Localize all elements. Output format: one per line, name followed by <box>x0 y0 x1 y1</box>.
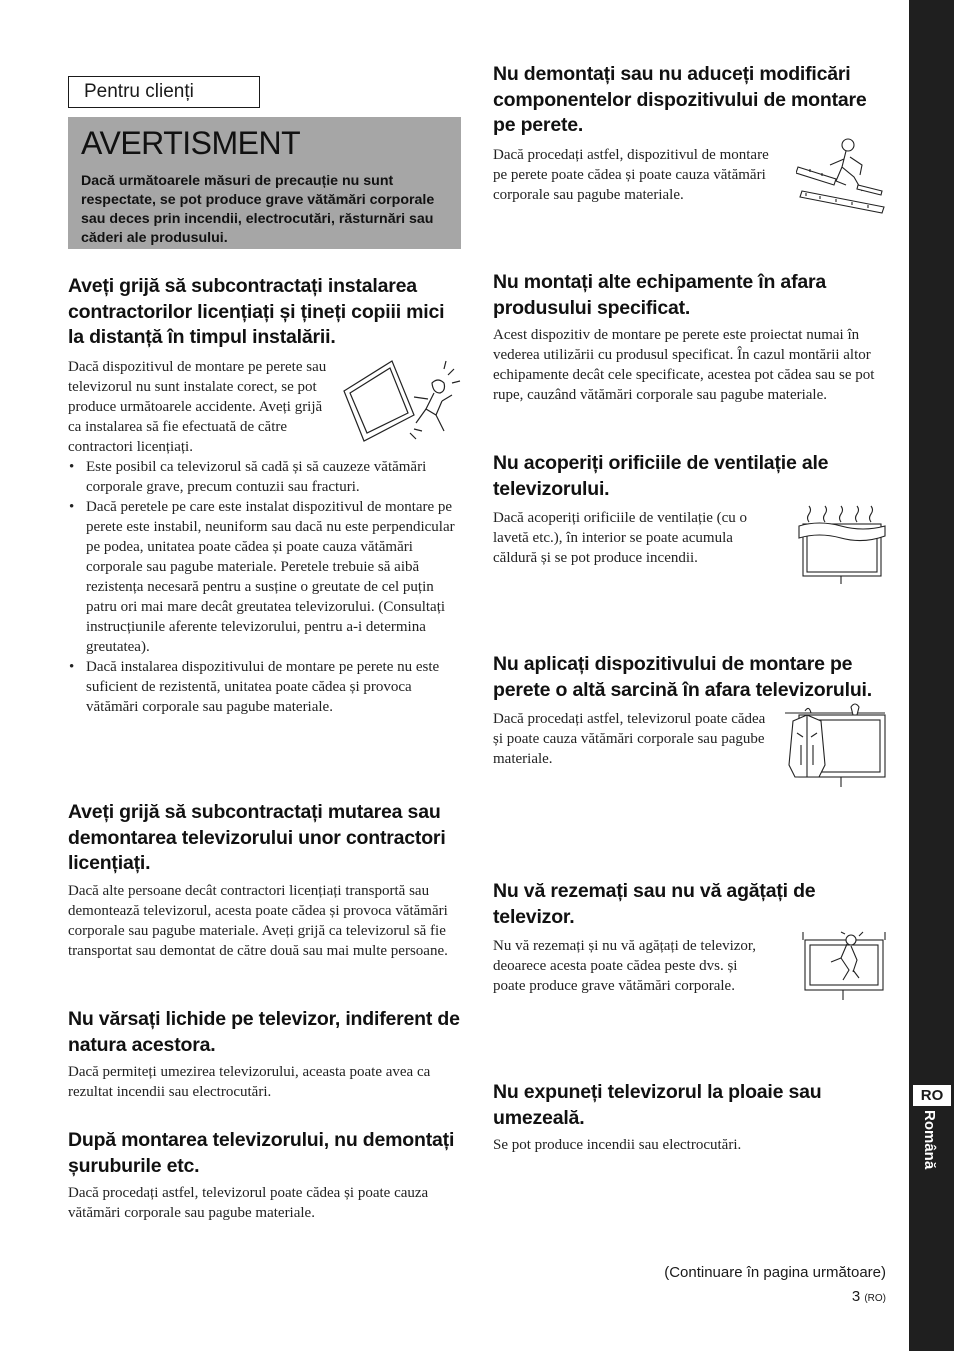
section-licensed-installation <box>68 274 461 717</box>
section-title: Nu expuneți televizorul la ploaie sau umezeală. <box>493 1081 822 1129</box>
section-title: Aveți grijă să subcontractați instalarea contractorilor licențiați și țineți copiii mici la distanță în timpul instalării. <box>68 275 445 348</box>
page-number <box>852 1287 886 1309</box>
covered-vents-illustration <box>797 500 887 584</box>
section-text: Nu vă rezemați și nu vă agățați de televizor, deoarece acesta poate cădea peste dvs. și poate produce grave vătămări corporale. <box>493 938 757 994</box>
section-title: Aveți grijă să subcontractați mutarea sau demontarea televizorului unor contractori licențiați. <box>68 801 446 874</box>
section-no-screws-removal <box>68 1128 461 1223</box>
section-text: Dacă procedați astfel, dispozitivul de montare pe perete poate cădea și poate cauza vătămări corporale sau pagube materiale. <box>493 146 769 203</box>
section-no-extra-load <box>493 652 886 769</box>
section-text: Dacă acoperiți orificiile de ventilație (cu o lavetă etc.), în interior se poate acumula căldură și se pot produce incendii. <box>493 510 748 566</box>
section-title: După montarea televizorului, nu demontați șuruburile etc. <box>68 1129 455 1177</box>
section-only-specified-product <box>493 270 886 405</box>
continued-note: (Continuare în pagina următoare) <box>664 1264 886 1281</box>
left-column <box>68 76 461 249</box>
section-text: Se pot produce incendii sau electrocutări. <box>493 1137 742 1153</box>
section-title: Nu montați alte echipamente în afara produsului specificat. <box>493 271 827 319</box>
client-label: Pentru clienți <box>68 76 260 108</box>
list-item: • Dacă instalarea dispozitivului de montare pe perete nu este suficient de rezistentă, unitatea poate cădea și provoca vătămări corporale sau pagube materiale. <box>68 657 461 717</box>
section-text: Acest dispozitiv de montare pe perete este proiectat numai în vederea utilizării cu produsul specificat. În cazul montării altor echipamente decât cele specificate, acestea pot cădea sau se pot rupe, cauzând vătămări corporale sau pagube materiale. <box>493 327 875 403</box>
section-title: Nu demontați sau nu aduceți modificări componentelor dispozitivului de montare pe perete. <box>493 63 867 136</box>
extra-load-illustration <box>783 699 887 791</box>
list-item: • Dacă peretele pe care este instalat dispozitivul de montare pe perete este instabil, neuniform sau dacă nu este perpendicular pe podea, unitatea poate cădea și poate cauza vătămări corporale sau pagube materiale. Peretele trebuie să aibă rezistența necesară pentru a susține o greutate de cel puțin patru ori mai mare decât greutatea televizorului. (Consultați instrucțiunile aferente televizorului, pentru a-i determina greutatea). <box>68 497 461 657</box>
hanging-on-tv-illustration <box>801 930 887 1002</box>
language-name: Română <box>921 1110 938 1170</box>
section-no-liquids <box>68 1007 461 1102</box>
tv-falling-illustration <box>340 353 464 443</box>
section-title: Nu aplicați dispozitivului de montare pe perete o altă sarcină în afara televizorului. <box>493 653 872 701</box>
page-number-suffix: (RO) <box>864 1293 886 1304</box>
section-text: Dacă alte persoane decât contractori licențiați transportă sau demontează televizorul, acesta poate cădea și provoca vătămări corporale sau pagube materiale. Aveți grijă ca televizorul să fie transportat sau demontat de către două sau mai multe persoane. <box>68 882 448 959</box>
section-no-leaning <box>493 879 886 996</box>
section-text: Dacă procedați astfel, televizorul poate cădea și poate cauza vătămări corporale sau pagube materiale. <box>493 711 766 767</box>
section-ventilation <box>493 451 886 568</box>
section-title: Nu acoperiți orificiile de ventilație ale televizorului. <box>493 452 829 500</box>
section-no-disassembly <box>493 62 886 205</box>
section-text: Dacă procedați astfel, televizorul poate cădea și poate cauza vătămări corporale sau pagube materiale. <box>68 1185 429 1221</box>
section-text: Dacă permiteți umezirea televizorului, aceasta poate avea ca rezultat incendii sau electrocutări. <box>68 1064 431 1100</box>
language-code: RO <box>913 1085 951 1106</box>
warning-text: Dacă următoarele măsuri de precauție nu sunt respectate, se pot produce grave vătămări corporale sau deces prin incendii, electrocutări, răsturnări sau căderi ale produsului. <box>81 173 435 246</box>
section-intro: Dacă dispozitivul de montare pe perete sau televizorul nu sunt instalate corect, se pot produce următoarele accidente. Aveți grijă ca instalarea să fie efectuată de către contractori licențiați. <box>68 358 327 455</box>
section-no-rain <box>493 1080 886 1155</box>
page-number-value: 3 <box>851 1288 861 1305</box>
section-title: Nu vă rezemați sau nu vă agățați de televizor. <box>493 880 816 928</box>
section-title: Nu vărsați lichide pe televizor, indiferent de natura acestora. <box>68 1008 460 1056</box>
warning-box <box>68 117 461 249</box>
warning-title: AVERTISMENT <box>81 125 301 161</box>
list-item: • Este posibil ca televizorul să cadă și să cauzeze vătămări corporale grave, precum contuzii sau fracturi. <box>68 457 461 497</box>
disassembly-illustration <box>796 137 888 215</box>
section-licensed-moving <box>68 800 461 961</box>
